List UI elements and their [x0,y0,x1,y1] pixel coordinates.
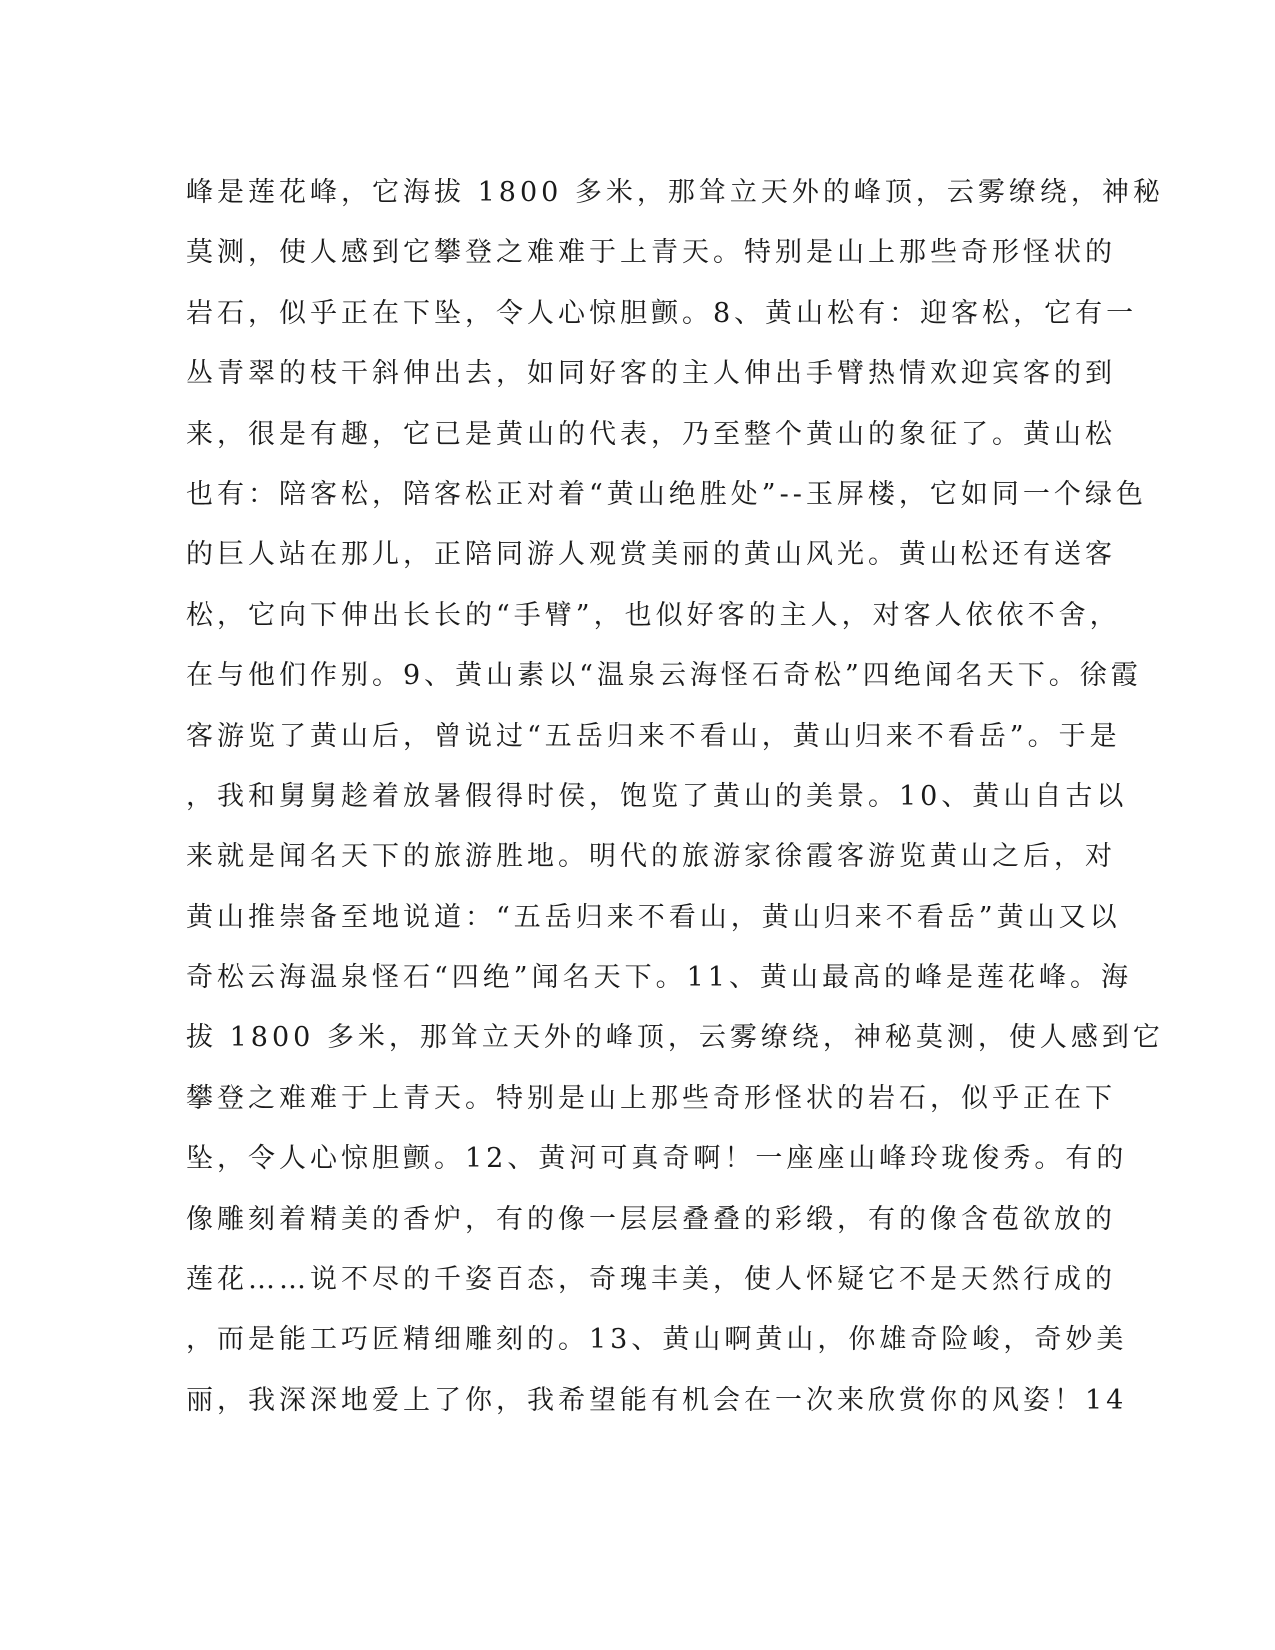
text-line-16: 攀登之难难于上青天。特别是山上那些奇形怪状的岩石，似乎正在下 [186,1082,1116,1114]
text-line-5: 来，很是有趣，它已是黄山的代表，乃至整个黄山的象征了。黄山松 [186,418,1116,450]
text-line-15: 拔 1800 多米，那耸立天外的峰顶，云雾缭绕，神秘莫测，使人感到它 [186,1022,1164,1054]
text-line-21: 丽，我深深地爱上了你，我希望能有机会在一次来欣赏你的风姿！14 [186,1384,1128,1416]
text-line-14: 奇松云海温泉怪石“四绝”闻名天下。11、黄山最高的峰是莲花峰。海 [186,962,1132,994]
text-line-11: ，我和舅舅趁着放暑假得时侯，饱览了黄山的美景。10、黄山自古以 [186,780,1128,812]
text-line-10: 客游览了黄山后，曾说过“五岳归来不看山，黄山归来不看岳”。于是 [186,720,1121,752]
text-line-7: 的巨人站在那儿，正陪同游人观赏美丽的黄山风光。黄山松还有送客 [186,539,1116,571]
text-line-9: 在与他们作别。9、黄山素以“温泉云海怪石奇松”四绝闻名天下。徐霞 [186,660,1142,692]
text-line-6: 也有：陪客松，陪客松正对着“黄山绝胜处”--玉屏楼，它如同一个绿色 [186,478,1147,510]
text-line-12: 来就是闻名天下的旅游胜地。明代的旅游家徐霞客游览黄山之后，对 [186,841,1116,873]
text-line-19: 莲花……说不尽的千姿百态，奇瑰丰美，使人怀疑它不是天然行成的 [186,1264,1116,1296]
text-line-4: 丛青翠的枝干斜伸出去，如同好客的主人伸出手臂热情欢迎宾客的到 [186,358,1116,390]
text-line-18: 像雕刻着精美的香炉，有的像一层层叠叠的彩缎，有的像含苞欲放的 [186,1203,1116,1235]
text-line-8: 松，它向下伸出长长的“手臂”，也似好客的主人，对客人依依不舍， [186,599,1121,631]
text-line-1: 峰是莲花峰，它海拔 1800 多米，那耸立天外的峰顶，云雾缭绕，神秘 [186,177,1164,208]
body-text [186,163,1164,1431]
text-line-20: ，而是能工巧匠精细雕刻的。13、黄山啊黄山，你雄奇险峻，奇妙美 [186,1324,1128,1356]
text-line-13: 黄山推崇备至地说道：“五岳归来不看山，黄山归来不看岳”黄山又以 [186,901,1121,933]
text-line-2: 莫测，使人感到它攀登之难难于上青天。特别是山上那些奇形怪状的 [186,237,1116,269]
text-line-17: 坠，令人心惊胆颤。12、黄河可真奇啊！一座座山峰玲珑俊秀。有的 [186,1143,1128,1175]
text-line-3: 岩石，似乎正在下坠，令人心惊胆颤。8、黄山松有：迎客松，它有一 [186,297,1138,329]
